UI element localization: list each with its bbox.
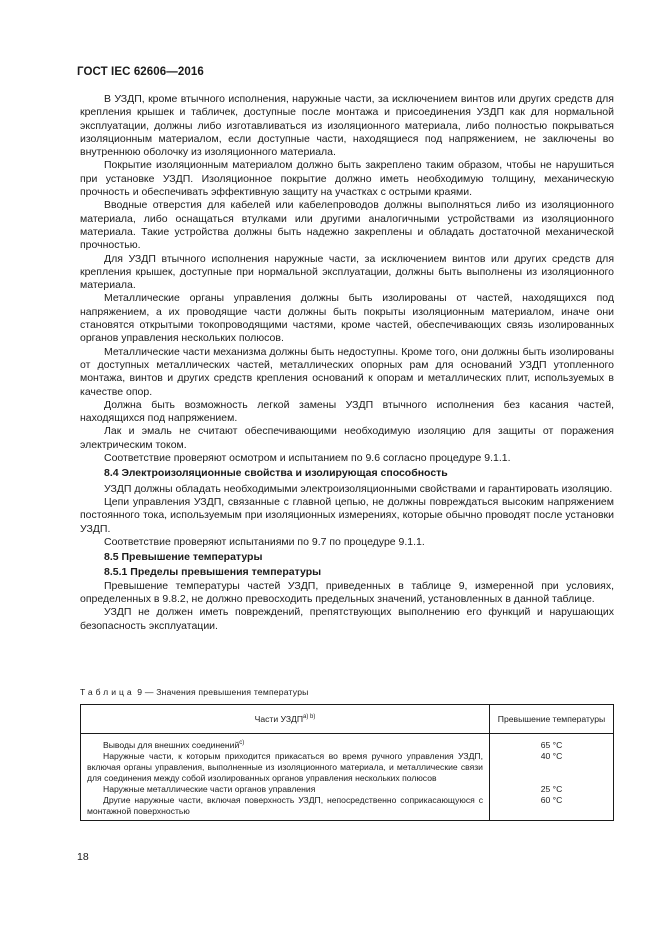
- table-caption-title: 9 — Значения превышения температуры: [134, 687, 309, 697]
- paragraph: Металлические органы управления должны быть изолированы от частей, находящихся под напряжением, а их проводящие части должны быть покрыты изоляционным материалом, иначе они становятся открытыми токопроводящими частями, кроме частей, обеспечивающих связь изолированных органов управления нескольких полюсов.: [80, 292, 614, 345]
- paragraph: Соответствие проверяют испытаниями по 9.7 по процедуре 9.1.1.: [104, 535, 425, 548]
- row-part-text: Наружные металлические части органов управления: [103, 784, 316, 794]
- row-part-text: Выводы для внешних соединений: [103, 740, 240, 750]
- document-header: ГОСТ IEC 62606—2016: [77, 66, 204, 78]
- paragraph: Вводные отверстия для кабелей или кабелепроводов должны выполняться либо из изоляционного материала, либо оснащаться втулками или другими аналогичными устройствами из изоляционного материала. Такие устройства должны быть надежно закреплены и обладать достаточной механической прочностью.: [80, 199, 614, 252]
- paragraph: Металлические части механизма должны быть недоступны. Кроме того, они должны быть изолированы от доступных металлических частей, металлических опорных рам для оснований УЗДП утопленного монтажа, винтов и других средств крепления оснований к опорам и металлических плит, используемых в качестве опор.: [80, 345, 614, 398]
- row-value: 65 °C: [540, 740, 563, 750]
- row-part-footnote: c): [239, 740, 245, 747]
- row-value: 40 °C: [540, 751, 563, 761]
- table-body-row: [81, 734, 614, 821]
- table-row: [87, 751, 483, 784]
- paragraph: УЗДП не должен иметь повреждений, препятствующих выполнению его функций и нарушающих безопасность эксплуатации.: [80, 606, 614, 632]
- paragraph: В УЗДП, кроме втычного исполнения, наружные части, за исключением винтов или других средств для крепления крышек и табличек, доступные после монтажа и присоединения УЗДП как для нормальной эксплуатации, должны либо изготавливаться из изоляционного материала, либо полностью покрываться изоляционным материалом, если доступные части, находящиеся под напряжением, не заключены во внутреннюю оболочку из изоляционного материала.: [80, 93, 614, 159]
- table-row: [87, 795, 483, 817]
- column-header-parts-footnote: a) b): [303, 713, 316, 720]
- paragraph: Цепи управления УЗДП, связанные с главной цепью, не должны повреждаться высоким напряжением постоянного тока, используемым при изоляционных измерениях, которые обычно проводят после установки УЗДП.: [80, 495, 614, 535]
- row-value: 60 °C: [540, 795, 563, 805]
- paragraph: Соответствие проверяют осмотром и испытанием по 9.6 согласно процедуре 9.1.1.: [104, 452, 511, 465]
- column-header-parts: [81, 705, 490, 734]
- table-row: [87, 740, 483, 751]
- row-value: 25 °C: [540, 784, 563, 794]
- table-caption: [80, 687, 309, 697]
- table-parts-cell: [81, 734, 490, 821]
- table-row: [87, 784, 483, 795]
- column-header-temperature: Превышение температуры: [490, 705, 614, 734]
- row-part-text: Другие наружные части, включая поверхность УЗДП, непосредственно соприкасающуюся с монтажной поверхностью: [87, 795, 483, 816]
- document-body: [80, 93, 614, 633]
- subsection-heading-8-5-1: 8.5.1 Пределы превышения температуры: [104, 566, 322, 579]
- column-header-parts-label: Части УЗДП: [254, 713, 304, 724]
- paragraph: Лак и эмаль не считают обеспечивающими необходимую изоляцию для защиты от поражения электрическим током.: [80, 425, 614, 451]
- table-caption-label: Таблица: [80, 687, 135, 697]
- paragraph: УЗДП должны обладать необходимыми электроизоляционными свойствами и гарантировать изоляцию.: [104, 482, 613, 495]
- table-header-row: [81, 705, 614, 734]
- paragraph: Покрытие изоляционным материалом должно быть закреплено таким образом, чтобы не нарушиться при установке УЗДП. Изоляционное покрытие должно иметь необходимую толщину, механическую прочность и обеспечивать эффективную защиту на участках с острыми краями.: [80, 159, 614, 199]
- section-heading-8-5: 8.5 Превышение температуры: [104, 551, 263, 564]
- section-heading-8-4: 8.4 Электроизоляционные свойства и изолирующая способность: [104, 467, 448, 480]
- temperature-rise-table: [80, 704, 614, 821]
- page-number: 18: [77, 851, 89, 863]
- paragraph: Для УЗДП втычного исполнения наружные части, за исключением винтов или других средств для крепления крышек, доступные при нормальной эксплуатации, должны быть выполнены из изоляционного материала.: [80, 252, 614, 292]
- paragraph: Должна быть возможность легкой замены УЗДП втычного исполнения без касания частей, находящихся под напряжением.: [80, 398, 614, 425]
- row-part-text: Наружные части, к которым приходится прикасаться во время ручного управления УЗДП, включая органы управления, выполненные из изоляционного материала, и металлические связи для соединения между собой изолированных органов управления нескольких полюсов: [87, 751, 483, 783]
- paragraph: Превышение температуры частей УЗДП, приведенных в таблице 9, измеренной при условиях, определенных в 9.8.2, не должно превосходить предельных значений, установленных в данной таблице.: [80, 579, 614, 605]
- table-values-cell: [490, 734, 614, 821]
